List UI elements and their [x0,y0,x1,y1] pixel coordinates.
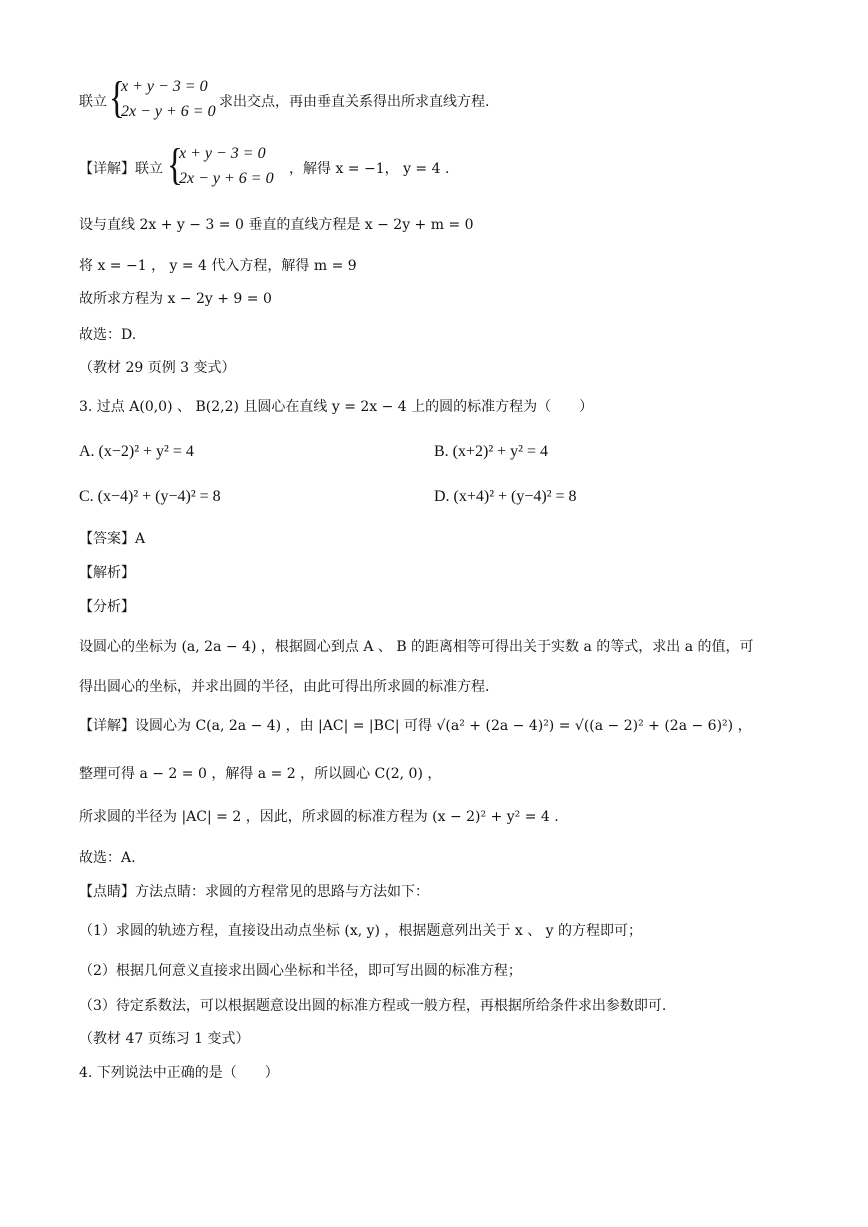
q3-method-3: （3）待定系数法，可以根据题意设出圆的标准方程或一般方程，再根据所给条件求出参数即可. [79,998,667,1014]
q3-stem: 3. 过点 A(0,0) 、 B(2,2) 且圆心在直线 y = 2x − 4 上的圆的标准方程为（ ） [79,399,594,415]
q2-detail-prefix: 【详解】联立 [79,161,163,177]
q3-option-b: B. (x+2)² + y² = 4 [434,443,548,460]
q2-hint-prefix: 联立 [79,94,107,110]
q2-line4: 将 x = −1 ， y = 4 代入方程，解得 m = 9 [79,258,357,274]
q3-analysis: 【解析】 [79,565,135,581]
q2-detail-eq1: x + y − 3 = 0 [179,145,266,162]
q2-answer: 故选：D. [79,327,137,343]
q3-detail-line3: 所求圆的半径为 |AC| = 2 ，因此，所求圆的标准方程为 (x − 2)² + y² = 4 . [79,809,559,825]
q3-answer: 【答案】A [79,531,146,547]
q2-hint [79,73,779,124]
q3-source: （教材 47 页练习 1 变式） [79,1031,250,1047]
q2-source: （教材 29 页例 3 变式） [79,360,236,376]
q3-choose: 故选：A. [79,850,136,866]
q2-hint-suffix: 求出交点，再由垂直关系得出所求直线方程. [219,94,490,110]
q2-detail-eq2: 2x − y + 6 = 0 [179,170,274,187]
q3-detail-line1: 【详解】设圆心为 C(a, 2a − 4) ，由 |AC| = |BC| 可得 √(a² + (2a − 4)²) = √((a − 2)² + (2a − 6)²) ， [79,718,752,734]
q2-detail-suffix: ，解得 x = −1， y = 4 . [289,161,450,177]
q3-option-c: C. (x−4)² + (y−4)² = 8 [79,488,221,505]
q3-dianjing: 【点睛】方法点睛：求圆的方程常见的思路与方法如下： [79,884,429,900]
q3-option-d: D. (x+4)² + (y−4)² = 8 [434,488,577,505]
q4-stem: 4. 下列说法中正确的是（ ） [79,1065,279,1081]
q3-option-a: A. (x−2)² + y² = 4 [79,443,194,460]
brace-symbol: { [167,140,183,189]
q2-hint-eq2: 2x − y + 6 = 0 [121,103,216,120]
q3-fenxi-line1: 设圆心的坐标为 (a, 2a − 4) ，根据圆心到点 A 、 B 的距离相等可得出关于实数 a 的等式，求出 a 的值，可 [79,639,754,655]
q3-fenxi-line2: 得出圆心的坐标，并求出圆的半径，由此可得出所求圆的标准方程. [79,679,490,695]
q3-detail-line2: 整理可得 a − 2 = 0 ，解得 a = 2 ，所以圆心 C(2, 0) ， [79,766,442,782]
q2-detail [79,140,779,191]
q2-line3: 设与直线 2x + y − 3 = 0 垂直的直线方程是 x − 2y + m = 0 [79,217,474,233]
q3-method-2: （2）根据几何意义直接求出圆心坐标和半径，即可写出圆的标准方程； [79,963,522,979]
q2-line5: 故所求方程为 x − 2y + 9 = 0 [79,291,272,307]
q3-method-1: （1）求圆的轨迹方程，直接设出动点坐标 (x, y) ，根据题意列出关于 x 、 y 的方程即可； [79,923,643,939]
brace-symbol: { [109,73,125,122]
q2-hint-eq1: x + y − 3 = 0 [121,78,208,95]
q3-fenxi: 【分析】 [79,599,135,615]
